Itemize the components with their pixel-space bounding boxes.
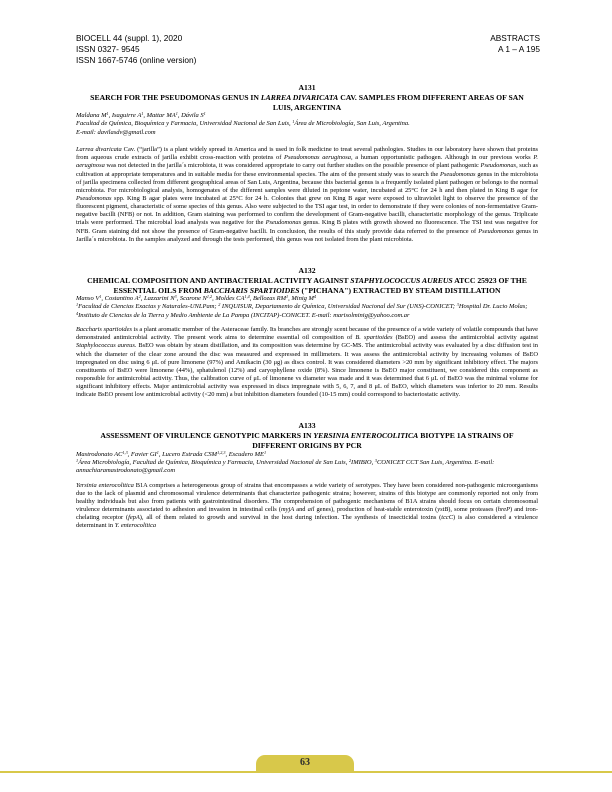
author-list: Mastrodonato AC$^{1,3}$, Favier $GI^1$, Lucero Estrada CSM$^{1,2,3}$, Escudero $ME^1$ xyxy=(76,449,267,458)
abstract-a131 xyxy=(76,83,538,244)
journal-header xyxy=(76,33,196,66)
affiliations: $^1$Facultad de Ciencias Exactas y Naturales-UNLPam; $^2$ INQUISUR, Departamento de Química, Universidad Nacional del Sur (UNS)-CONICET; $^3$Hospital Dr. Lucio Molas; $^4$Instituto de Ciencias de la Tierra y Medio Ambiente de La Pampa (INCITAP)-CONICET. E-mail: marisolminig@yahoo.com.ar xyxy=(76,302,528,319)
page-range: A 1 – A 195 xyxy=(498,44,540,54)
affiliations: Facultad de Química, Bioquímica y Farmacia, Universidad Nacional de San Luis, $^1$Área de Microbiología, San Luis, Argentina. xyxy=(76,119,410,128)
abstract-body: Larrea divaricata Cav. (“jarilla”) is a plant widely spread in America and is used in folk medicine to treat several pathologies. Studies in our laboratory have shown that proteins from aqueous crude extracts of jarilla exhibit cross-reaction with proteins of Pseudomonas aeruginosa, a human opportunistic pathogen. Although in our previous works P. aeruginosa was not detected in the jarilla´s microbiota, it was considered appropriate to carry out further studies on the possible presence of plant pathogenic Pseudomonas, such as cultivation at appropriate temperatures and in suitable media for these environmental species. The aim of the present study was to search the Pseudomonas genus in the microbiota of jarilla specimens collected from different geographical areas of San Luis, Argentina, because this bacterial genus is a frequently isolated plant pathogen or belongs to the normal microbiota. For microbiological analysis, homogenates of the different samples were diluted in peptone water, incubated at 25°C for 24 h and then plated in King B agar for Pseudomonas spp. King B agar plates were incubated at 25°C for 24 h. Colonies that grew on King B agar were exposed to ultraviolet light to observe the presence of the fluorescent pigment, characteristic of some species of this genus. Also were subjected to the TSI agar test, in order to demonstrate if they were colonies of non-fermentative Gram-negative bacilli (NFB) or not. In addition, Gram staining was performed to confirm the development of Gram-negative bacilli, characteristic morphology of the genus. Triplicate trials were performed. The microbial load analysis was negative for the Pseudomonas genus. King B plates with growth showed no fluorescence. The TSI test was negative for NFB. Gram staining did not show the presence of Gram-negative bacilli. In conclusion, the results of this study provide data referred to the presence of Pseudomonas genus in Jarilla´s microbiota. In the samples analyzed and through the tests performed, this genus was not isolated from the plant microbiota. xyxy=(76,146,539,243)
contact-email: E-mail: davilasdv@gmail.com xyxy=(76,128,156,136)
section-label: ABSTRACTS xyxy=(490,33,540,43)
abstract-body: Yersinia enterocolitica B1A comprises a heterogeneous group of strains that encompasses a wide variety of serotypes. They have been considered non-pathogenic microorganisms due to the lack of plasmid and chromosomal virulence determinants that characterize pathogenic strains; however, strains of this biotype are commonly reported not only from healthy individuals but also from patients with gastrointestinal disorders. The comprehension of pathogenic mechanisms of B1A strains should focus on certain chromosomal virulence determinants associated to adhesion and invasion in intestinal cells (myjA and ail genes), production of heat-stable enterotoxin (ystB), some proteases (hreP) and iron-chelating receptor (fepA), all of them related to growth and survival in the host during infection. The synthesis of insecticidal toxins (tccC) is also considered a virulence determinant in Y. enterocolitica xyxy=(76,481,539,530)
abstract-code: A133 xyxy=(298,421,316,431)
affiliations: $^1$Área Microbiología, Facultad de Química, Bioquímica y Farmacia, Universidad Nacional de San Luis, $^2$IMIBIO, $^3$CONICET CCT San Luis, Argentina. E-mail: annachiaramastrodonato@gmail.com xyxy=(76,457,495,475)
author-list: Manso $V^1$, Costantino $A^2$, Lazzarini $N^3$, Scarone N$^{1,2}$, Moldes CA$^{1,4}$, Bellozas $RM^1$, Minig $M^4$ xyxy=(76,293,317,303)
page-number: 63 xyxy=(300,757,310,768)
abstract-title: ASSESSMENT OF VIRULENCE GENOTYPIC MARKERS IN YERSINIA ENTEROCOLITICA BIOTYPE 1A STRAINS OF DIFFERENT ORIGINS BY PCR xyxy=(100,431,514,451)
abstract-body: Baccharis spartioides is a plant aromatic member of the Asteraceae family. Its branches are strongly scent because of the presence of a wide variety of volatile compounds that have demonstrated antimicrobial activity. The present work aims to determine essential oil composition of B. spartioides (BsEO) and assess the antimicrobial activity against Staphylococcus aureus. BsEO was obtain by steam distillation, and its composition was determine by GC-MS. The antimicrobial activity was evaluated by a disc diffusion test in which the diameter of the clear zone around the disc was measured and expressed in millimeters. It was assess the antimicrobial activity by increasing volumes of BsEO impregnated on disc using 6 μL of pure limonene (97%) and Amikacin (30 μg) as discs control. It was considered diameters >20 mm by significant inhibitory effect. The majors constituents of BsEO were limonene (44%), sphatulenol (12%) and caryophyllene oxide (8%). Since limonene is BsEO major constituent, we considered this component as responsible for antimicrobial activity. Thus, the calibration curve of μL of limonene vs diameter was made and it was determined that 6 μL of BsEO was the minimal volume for significant inhibitory effects. Major antimicrobial activity was expressed in discs impregnate with 5, 6, 7, and 8 μL of BsEO, which diameters was inferior to 20 mm. Results indicate BsEO present low antimicrobial activity (<20 mm) a but inhibition diameters founded (10-15 mm) could correspond to bacteriostatic activity. xyxy=(76,326,538,399)
abstract-code: A132 xyxy=(298,265,316,275)
section-header xyxy=(490,33,540,55)
journal-citation: BIOCELL 44 (suppl. 1), 2020 xyxy=(76,33,183,43)
author-list: Maldana $M^1$, Isaguirre $A^1$, Mattar $MA^1$, Dávila $S^1$ xyxy=(76,111,206,120)
abstract-a133 xyxy=(76,421,538,530)
abstract-a132 xyxy=(76,266,538,399)
abstract-code: A131 xyxy=(298,83,316,92)
issn-print: ISSN 0327- 9545 xyxy=(76,44,140,54)
issn-online: ISSN 1667-5746 (online version) xyxy=(76,55,197,65)
abstract-title: SEARCH FOR THE PSEUDOMONAS GENUS IN LARREA DIVARICATA CAV. SAMPLES FROM DIFFERENT AREAS OF SAN LUIS, ARGENTINA xyxy=(90,93,524,112)
abstracts-column xyxy=(76,83,538,538)
abstract-title: CHEMICAL COMPOSITION AND ANTIBACTERIAL ACTIVITY AGAINST STAPHYLOCOCCUS AUREUS ATCC 25923 OF THE ESSENTIAL OILS FROM BACCHARIS SPARTIOIDES ("PICHANA") EXTRACTED BY STEAM DISTILLATION xyxy=(87,275,527,295)
